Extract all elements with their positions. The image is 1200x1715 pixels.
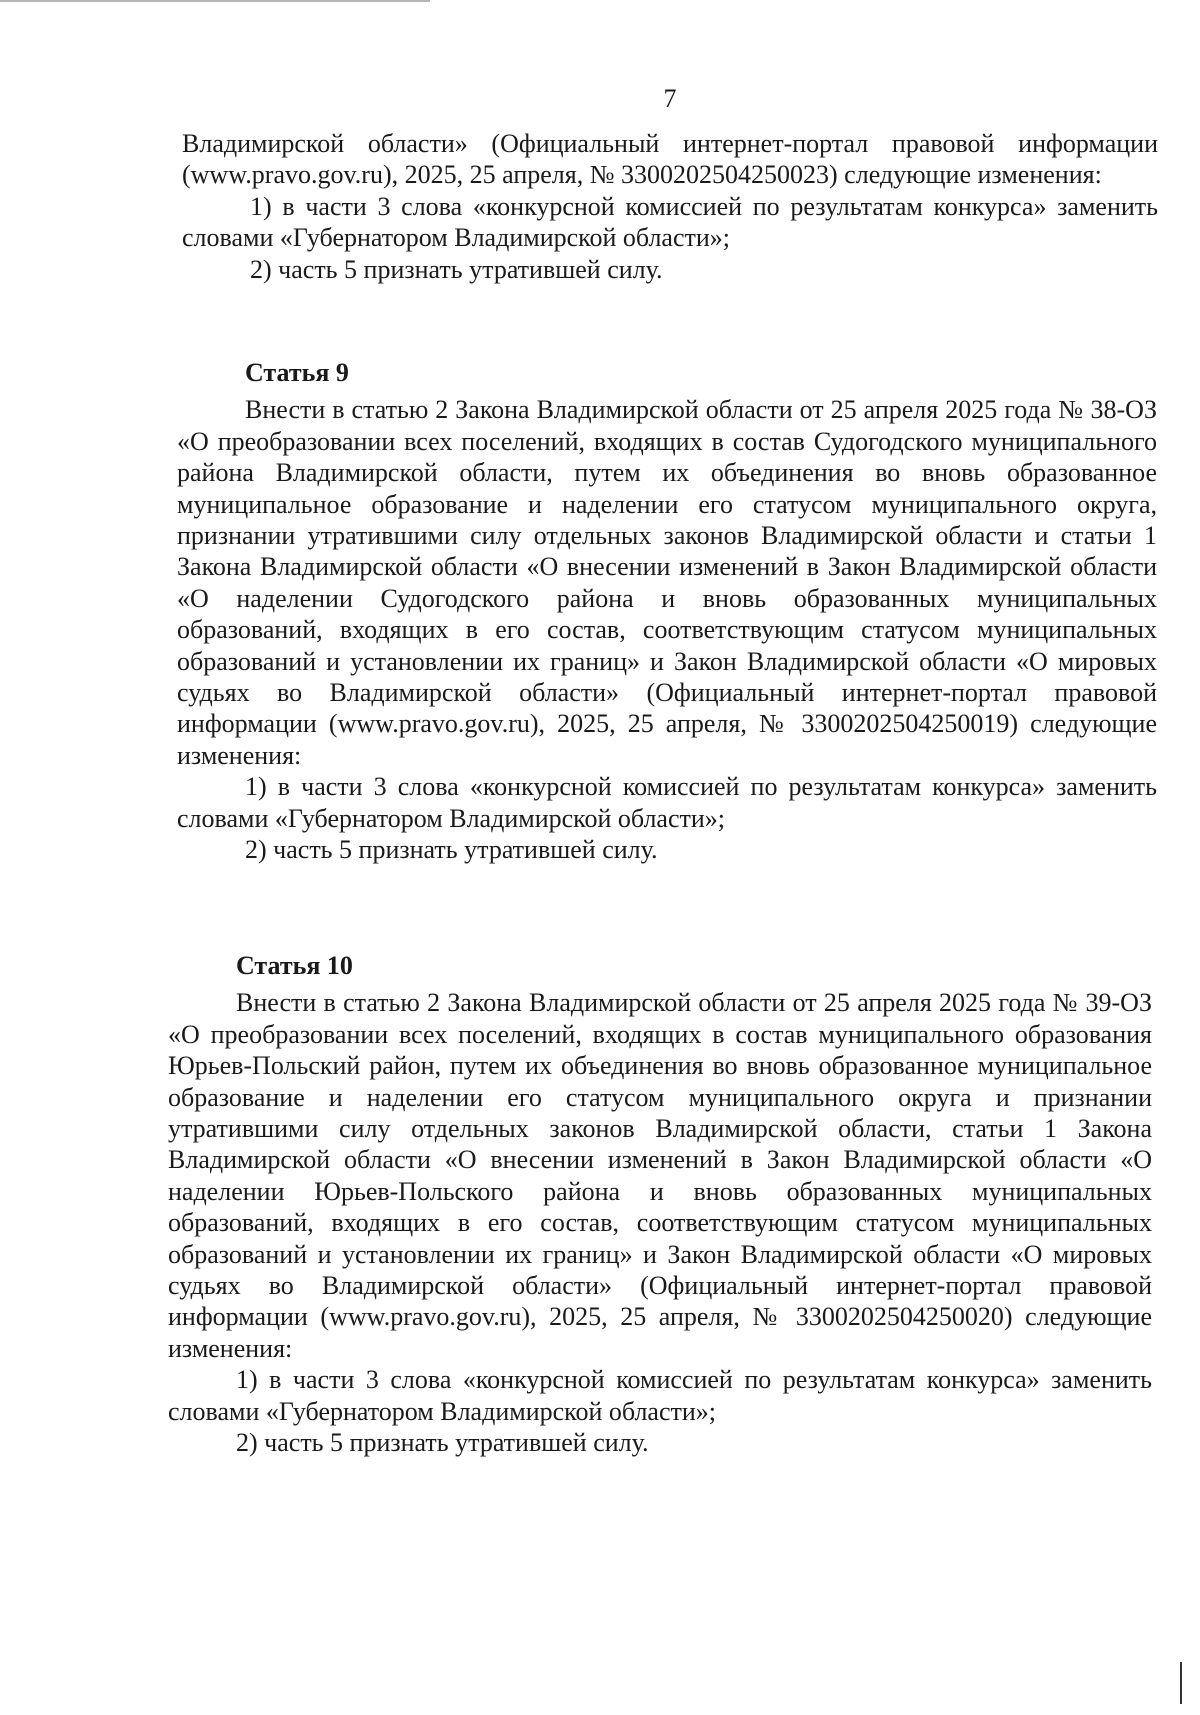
article-10 <box>168 950 1152 1459</box>
scan-top-rule <box>0 0 430 2</box>
article-10-item-2: 2) часть 5 признать утратившей силу. <box>236 1428 649 1458</box>
continuation-intro: Владимирской области» (Официальный интернет-портал правовой информации (www.pravo.gov.ru), 2025, 25 апреля, № 3300202504250023) следующие изменения: <box>182 129 1158 190</box>
continuation-item-2: 2) часть 5 признать утратившей силу. <box>250 254 663 284</box>
article-10-intro: Внести в статью 2 Закона Владимирской области от 25 апреля 2025 года № 39-ОЗ «О преобразовании всех поселений, входящих в состав муниципального образования Юрьев-Польский район, путем их объединения во вновь образованное муниципальное образование и наделении его статусом муниципального округа и признании утратившими силу отдельных законов Владимирской области, статьи 1 Закона Владимирской области «О внесении изменений в Закон Владимирской области «О наделении Юрьев-Польского района и вновь образованных муниципальных образований, входящих в его состав, соответствующим статусом муниципальных образований и установлении их границ» и Закон Владимирской области «О мировых судьях во Владимирской области» (Официальный интернет-портал правовой информации (www.pravo.gov.ru), 2025, 25 апреля, № 3300202504250020) следующие изменения: <box>168 988 1152 1363</box>
article-10-heading: Статья 10 <box>236 951 353 980</box>
page-number: 7 <box>663 84 677 113</box>
scan-edge-mark <box>1180 1662 1182 1704</box>
article-9-heading: Статья 9 <box>245 358 349 387</box>
article-9-intro: Внести в статью 2 Закона Владимирской области от 25 апреля 2025 года № 38-ОЗ «О преобразовании всех поселений, входящих в состав Судогодского муниципального района Владимирской области, путем их объединения во вновь образованное муниципальное образование и наделении его статусом муниципального округа, признании утратившими силу отдельных законов Владимирской области и статьи 1 Закона Владимирской области «О внесении изменений в Закон Владимирской области «О наделении Судогодского района и вновь образованных муниципальных образований, входящих в его состав, соответствующим статусом муниципальных образований и установлении их границ» и Закон Владимирской области «О мировых судьях во Владимирской области» (Официальный интернет-портал правовой информации (www.pravo.gov.ru), 2025, 25 апреля, № 3300202504250019) следующие изменения: <box>177 395 1157 770</box>
article-9 <box>177 357 1157 866</box>
continuation-block <box>182 128 1158 285</box>
continuation-item-1: 1) в части 3 слова «конкурсной комиссией по результатам конкурса» заменить словами «Губернатором Владимирской области»; <box>182 191 1158 253</box>
article-10-item-1: 1) в части 3 слова «конкурсной комиссией по результатам конкурса» заменить словами «Губернатором Владимирской области»; <box>168 1365 1152 1426</box>
article-9-item-1: 1) в части 3 слова «конкурсной комиссией по результатам конкурса» заменить словами «Губернатором Владимирской области»; <box>177 772 1157 833</box>
article-9-item-2: 2) часть 5 признать утратившей силу. <box>245 835 658 865</box>
